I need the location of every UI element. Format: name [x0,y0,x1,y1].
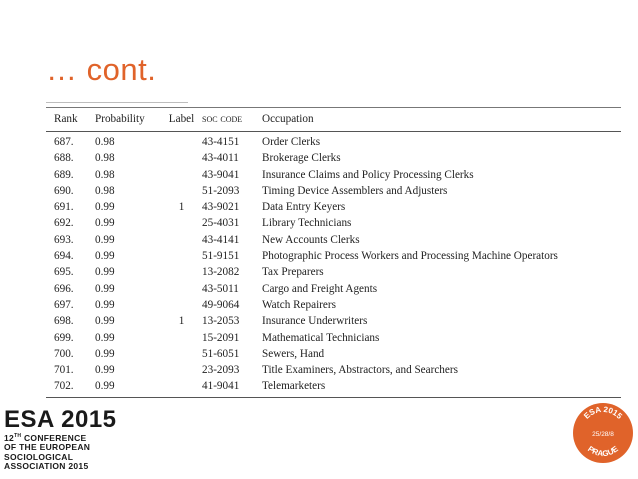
cell-rank: 698. [54,315,74,328]
cell-soc-code: 43-4151 [202,136,240,148]
cell-label [161,264,202,280]
badge-bottom-text: PRAGUE [586,444,620,459]
cell-soc-code: 51-6051 [202,347,240,360]
occupation-table [46,107,621,398]
cell-rank: 699. [54,331,74,344]
table-row [46,313,621,329]
table-row [46,264,621,280]
table-row [46,215,621,231]
cell-occupation: Timing Device Assemblers and Adjusters [262,184,448,197]
cell-label [161,215,202,231]
cell-probability: 0.99 [95,250,115,263]
cell-rank: 690. [54,184,74,197]
header-rank: Rank [46,108,95,132]
cell-probability: 0.98 [95,152,115,165]
table-row [46,132,621,151]
header-probability: Probability [95,108,161,132]
cell-soc-code: 43-4141 [202,233,240,246]
cell-rank: 691. [54,201,74,214]
cell-rank: 692. [54,217,74,230]
cell-label [161,167,202,183]
cell-soc-code: 43-4011 [202,152,239,165]
table-row [46,167,621,183]
cell-occupation: Tax Preparers [262,266,324,279]
cell-soc-code: 23-2093 [202,364,240,377]
cell-label [161,132,202,151]
cell-label [161,183,202,199]
cell-probability: 0.99 [95,298,115,311]
title-underline [46,102,188,103]
cell-probability: 0.99 [95,282,115,295]
cell-occupation: New Accounts Clerks [262,233,360,246]
cell-probability: 0.99 [95,201,115,214]
slide-title: … cont. [46,52,157,87]
header-occupation: Occupation [262,108,621,132]
badge-dates: 25/28/8 [592,431,614,438]
cell-rank: 695. [54,266,74,279]
table-row [46,297,621,313]
cell-occupation: Title Examiners, Abstractors, and Searchers [262,364,458,377]
cell-probability: 0.99 [95,347,115,360]
table-row [46,183,621,199]
cell-rank: 687. [54,136,74,148]
table-row [46,378,621,397]
cell-soc-code: 25-4031 [202,217,240,230]
logo-line-1-suffix: TH [14,433,22,439]
cell-probability: 0.99 [95,378,161,397]
cell-probability: 0.98 [95,184,115,197]
cell-occupation: Photographic Process Workers and Processing Machine Operators [262,250,558,263]
cell-probability: 0.99 [95,364,115,377]
header-label: Label [161,108,202,132]
logo-line-1-text: CONFERENCE [21,432,87,443]
cell-soc-code: 49-9064 [202,298,240,311]
cell-probability: 0.99 [95,331,115,344]
table-row [46,281,621,297]
logo-line-2: OF THE EUROPEAN [4,442,91,453]
header-soc-code: soc code [202,108,262,132]
table-row [46,232,621,248]
cell-soc-code: 43-9041 [202,168,240,181]
cell-probability: 0.99 [95,233,115,246]
cell-label [161,248,202,264]
cell-soc-code: 51-2093 [202,184,240,197]
cell-rank: 689. [54,168,74,181]
cell-soc-code: 13-2082 [202,266,240,279]
table-row [46,150,621,166]
cell-rank: 702. [46,378,95,397]
table-row [46,248,621,264]
table-row [46,346,621,362]
logo-line-4: ASSOCIATION 2015 [4,461,89,472]
cell-rank: 700. [54,347,74,360]
cell-probability: 0.98 [95,168,115,181]
cell-occupation: Mathematical Technicians [262,331,380,344]
table-header-row [46,108,621,132]
cell-rank: 696. [54,282,74,295]
cell-soc-code: 15-2091 [202,331,240,344]
cell-label [161,232,202,248]
cell-probability: 0.99 [95,217,115,230]
cell-label [161,346,202,362]
cell-occupation: Sewers, Hand [262,347,325,360]
cell-soc-code: 41-9041 [202,378,262,397]
cell-label [161,378,202,397]
badge-top-text: ESA 2015 [582,404,624,421]
logo-title: ESA 2015 [4,406,117,433]
table-row [46,330,621,346]
table-row [46,199,621,215]
cell-soc-code: 51-9151 [202,250,240,263]
cell-occupation: Insurance Underwriters [262,315,368,328]
cell-probability: 0.99 [95,315,115,328]
cell-soc-code: 43-9021 [202,201,240,214]
cell-probability: 0.99 [95,266,115,279]
cell-occupation: Library Technicians [262,217,352,230]
cell-occupation: Order Clerks [262,136,321,148]
cell-rank: 694. [54,250,74,263]
cell-label [161,297,202,313]
cell-label: 1 [178,315,185,328]
cell-probability: 0.98 [95,136,115,148]
esa-prague-badge [572,402,634,464]
cell-label: 1 [178,201,185,214]
cell-label [161,281,202,297]
cell-rank: 701. [54,364,74,377]
cell-occupation: Data Entry Keyers [262,201,346,214]
cell-label [161,330,202,346]
cell-occupation: Watch Repairers [262,298,336,311]
cell-label [161,362,202,378]
cell-soc-code: 43-5011 [202,282,239,295]
cell-occupation: Cargo and Freight Agents [262,282,378,295]
cell-occupation: Brokerage Clerks [262,152,341,165]
logo-line-3: SOCIOLOGICAL [4,451,74,462]
logo-line-1-number: 12 [4,432,15,443]
table-row [46,362,621,378]
table-body [46,132,621,398]
cell-label [161,150,202,166]
esa-logo [4,408,134,472]
cell-occupation: Telemarketers [262,378,621,397]
cell-soc-code: 13-2053 [202,315,240,328]
cell-rank: 697. [54,298,74,311]
cell-rank: 688. [54,152,74,165]
cell-rank: 693. [54,233,74,246]
cell-occupation: Insurance Claims and Policy Processing Clerks [262,168,474,181]
